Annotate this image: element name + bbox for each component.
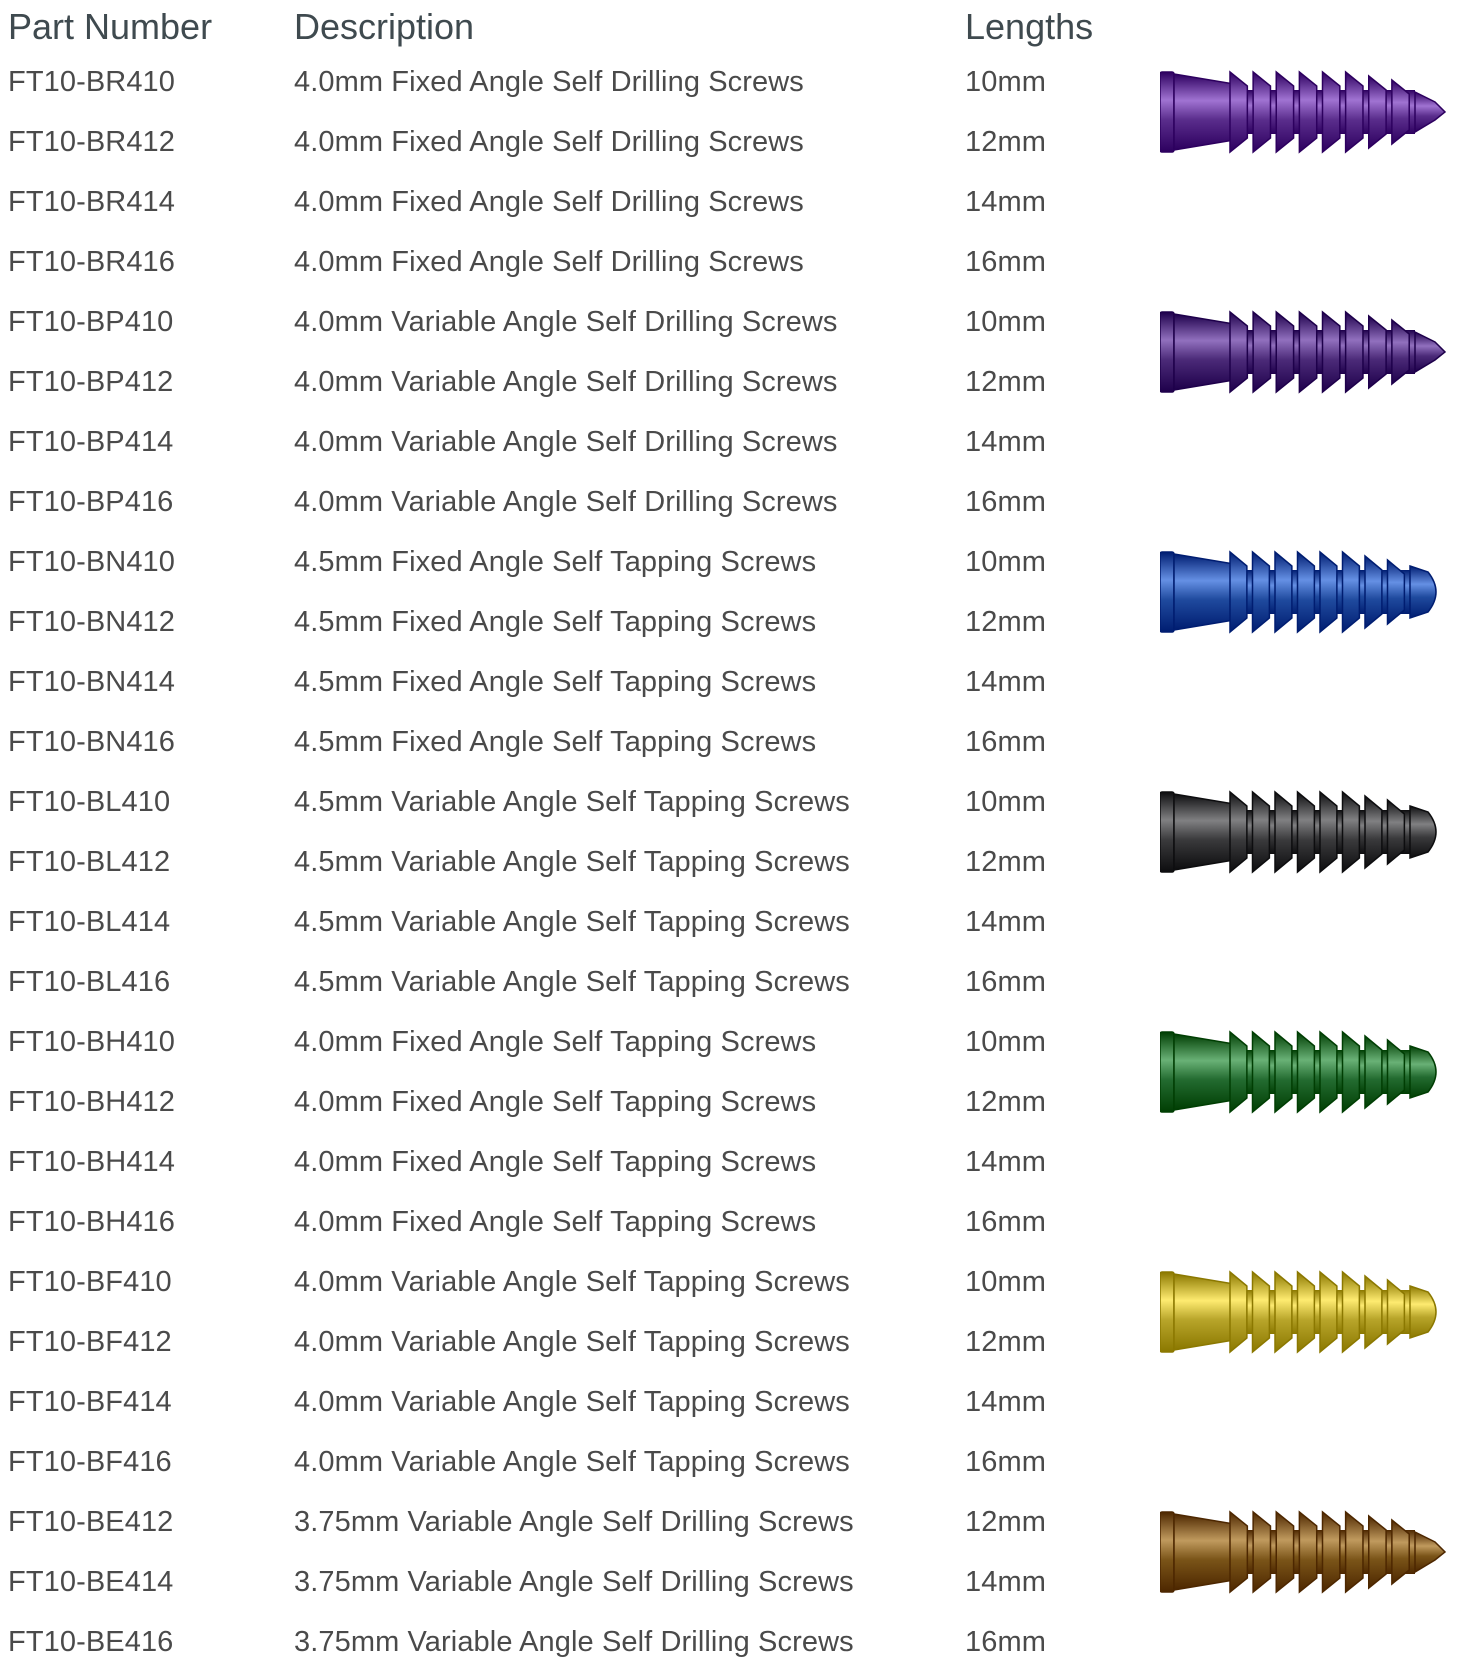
table-row xyxy=(0,534,1160,594)
description-cell: 4.0mm Fixed Angle Self Drilling Screws xyxy=(294,186,804,218)
part-number-cell: FT10-BH414 xyxy=(8,1146,176,1178)
table-row xyxy=(0,1014,1160,1074)
violet-screw-icon xyxy=(1160,302,1450,402)
table-row xyxy=(0,54,1160,114)
description-cell: 4.5mm Fixed Angle Self Tapping Screws xyxy=(294,666,817,698)
table-row xyxy=(0,834,1160,894)
blue-screw-icon xyxy=(1160,542,1450,642)
description-cell: 4.0mm Fixed Angle Self Tapping Screws xyxy=(294,1146,817,1178)
length-cell: 16mm xyxy=(965,966,1046,998)
length-cell: 14mm xyxy=(965,1146,1046,1178)
table-row xyxy=(0,414,1160,474)
part-number-cell: FT10-BF412 xyxy=(8,1326,172,1358)
gold-screw-icon xyxy=(1160,1262,1450,1362)
description-cell: 3.75mm Variable Angle Self Drilling Screws xyxy=(294,1506,854,1538)
description-cell: 4.0mm Fixed Angle Self Drilling Screws xyxy=(294,126,804,158)
table-row xyxy=(0,234,1160,294)
part-number-cell: FT10-BL410 xyxy=(8,786,171,818)
description-cell: 4.0mm Variable Angle Self Drilling Screws xyxy=(294,306,838,338)
table-row xyxy=(0,1314,1160,1374)
length-cell: 12mm xyxy=(965,126,1046,158)
header-part-number: Part Number xyxy=(8,6,213,47)
part-number-cell: FT10-BH416 xyxy=(8,1206,176,1238)
part-number-cell: FT10-BL416 xyxy=(8,966,171,998)
part-number-cell: FT10-BH410 xyxy=(8,1026,176,1058)
length-cell: 16mm xyxy=(965,486,1046,518)
length-cell: 14mm xyxy=(965,906,1046,938)
description-cell: 4.0mm Fixed Angle Self Drilling Screws xyxy=(294,66,804,98)
table-row xyxy=(0,1194,1160,1254)
table-row xyxy=(0,1074,1160,1134)
description-cell: 3.75mm Variable Angle Self Drilling Screws xyxy=(294,1566,854,1598)
part-number-cell: FT10-BR414 xyxy=(8,186,176,218)
length-cell: 10mm xyxy=(965,786,1046,818)
table-row xyxy=(0,1374,1160,1434)
description-cell: 4.5mm Variable Angle Self Tapping Screws xyxy=(294,906,850,938)
part-number-cell: FT10-BN410 xyxy=(8,546,176,578)
length-cell: 16mm xyxy=(965,726,1046,758)
length-cell: 16mm xyxy=(965,1206,1046,1238)
length-cell: 16mm xyxy=(965,246,1046,278)
description-cell: 4.5mm Variable Angle Self Tapping Screws xyxy=(294,786,850,818)
part-number-cell: FT10-BN416 xyxy=(8,726,176,758)
purple-screw-icon xyxy=(1160,62,1450,162)
part-number-cell: FT10-BR416 xyxy=(8,246,176,278)
table-row xyxy=(0,774,1160,834)
table-row xyxy=(0,1494,1160,1554)
length-cell: 10mm xyxy=(965,306,1046,338)
length-cell: 12mm xyxy=(965,606,1046,638)
part-number-cell: FT10-BH412 xyxy=(8,1086,176,1118)
length-cell: 14mm xyxy=(965,186,1046,218)
description-cell: 4.0mm Variable Angle Self Tapping Screws xyxy=(294,1446,850,1478)
part-number-cell: FT10-BP416 xyxy=(8,486,174,518)
description-cell: 3.75mm Variable Angle Self Drilling Screws xyxy=(294,1626,854,1658)
table-row xyxy=(0,174,1160,234)
length-cell: 12mm xyxy=(965,1086,1046,1118)
table-row xyxy=(0,114,1160,174)
description-cell: 4.0mm Fixed Angle Self Drilling Screws xyxy=(294,246,804,278)
length-cell: 14mm xyxy=(965,1566,1046,1598)
header-description: Description xyxy=(294,6,475,47)
description-cell: 4.5mm Variable Angle Self Tapping Screws xyxy=(294,846,850,878)
green-screw-icon xyxy=(1160,1022,1450,1122)
table-row xyxy=(0,594,1160,654)
table-row xyxy=(0,1614,1160,1674)
part-number-cell: FT10-BL412 xyxy=(8,846,171,878)
description-cell: 4.5mm Variable Angle Self Tapping Screws xyxy=(294,966,850,998)
part-number-cell: FT10-BE416 xyxy=(8,1626,174,1658)
table-row xyxy=(0,1134,1160,1194)
description-cell: 4.0mm Variable Angle Self Drilling Screws xyxy=(294,366,838,398)
description-cell: 4.0mm Variable Angle Self Tapping Screws xyxy=(294,1326,850,1358)
table-row xyxy=(0,1554,1160,1614)
length-cell: 10mm xyxy=(965,1026,1046,1058)
table-row xyxy=(0,894,1160,954)
table-row xyxy=(0,354,1160,414)
description-cell: 4.0mm Variable Angle Self Drilling Screws xyxy=(294,486,838,518)
length-cell: 10mm xyxy=(965,66,1046,98)
header-lengths: Lengths xyxy=(965,6,1094,47)
table-row xyxy=(0,714,1160,774)
table-row xyxy=(0,1254,1160,1314)
length-cell: 12mm xyxy=(965,366,1046,398)
table-row xyxy=(0,1434,1160,1494)
length-cell: 14mm xyxy=(965,426,1046,458)
length-cell: 12mm xyxy=(965,1326,1046,1358)
length-cell: 10mm xyxy=(965,546,1046,578)
description-cell: 4.0mm Fixed Angle Self Tapping Screws xyxy=(294,1086,817,1118)
part-number-cell: FT10-BN412 xyxy=(8,606,176,638)
length-cell: 16mm xyxy=(965,1446,1046,1478)
part-number-cell: FT10-BR412 xyxy=(8,126,176,158)
length-cell: 12mm xyxy=(965,846,1046,878)
table-header xyxy=(0,0,1160,60)
description-cell: 4.0mm Fixed Angle Self Tapping Screws xyxy=(294,1206,817,1238)
description-cell: 4.0mm Variable Angle Self Drilling Screws xyxy=(294,426,838,458)
length-cell: 10mm xyxy=(965,1266,1046,1298)
part-number-cell: FT10-BF416 xyxy=(8,1446,172,1478)
length-cell: 14mm xyxy=(965,666,1046,698)
description-cell: 4.0mm Variable Angle Self Tapping Screws xyxy=(294,1266,850,1298)
length-cell: 16mm xyxy=(965,1626,1046,1658)
gray-screw-icon xyxy=(1160,782,1450,882)
description-cell: 4.0mm Variable Angle Self Tapping Screws xyxy=(294,1386,850,1418)
table-row xyxy=(0,954,1160,1014)
bronze-screw-icon xyxy=(1160,1502,1450,1602)
part-number-cell: FT10-BP410 xyxy=(8,306,174,338)
table-row xyxy=(0,294,1160,354)
part-number-cell: FT10-BF414 xyxy=(8,1386,172,1418)
part-number-cell: FT10-BF410 xyxy=(8,1266,172,1298)
part-number-cell: FT10-BE412 xyxy=(8,1506,174,1538)
part-number-cell: FT10-BR410 xyxy=(8,66,176,98)
part-number-cell: FT10-BP412 xyxy=(8,366,174,398)
description-cell: 4.5mm Fixed Angle Self Tapping Screws xyxy=(294,726,817,758)
part-number-cell: FT10-BL414 xyxy=(8,906,171,938)
length-cell: 12mm xyxy=(965,1506,1046,1538)
part-number-cell: FT10-BN414 xyxy=(8,666,176,698)
length-cell: 14mm xyxy=(965,1386,1046,1418)
description-cell: 4.5mm Fixed Angle Self Tapping Screws xyxy=(294,546,817,578)
table-row xyxy=(0,474,1160,534)
description-cell: 4.5mm Fixed Angle Self Tapping Screws xyxy=(294,606,817,638)
part-number-cell: FT10-BE414 xyxy=(8,1566,174,1598)
part-number-cell: FT10-BP414 xyxy=(8,426,174,458)
table-row xyxy=(0,654,1160,714)
description-cell: 4.0mm Fixed Angle Self Tapping Screws xyxy=(294,1026,817,1058)
